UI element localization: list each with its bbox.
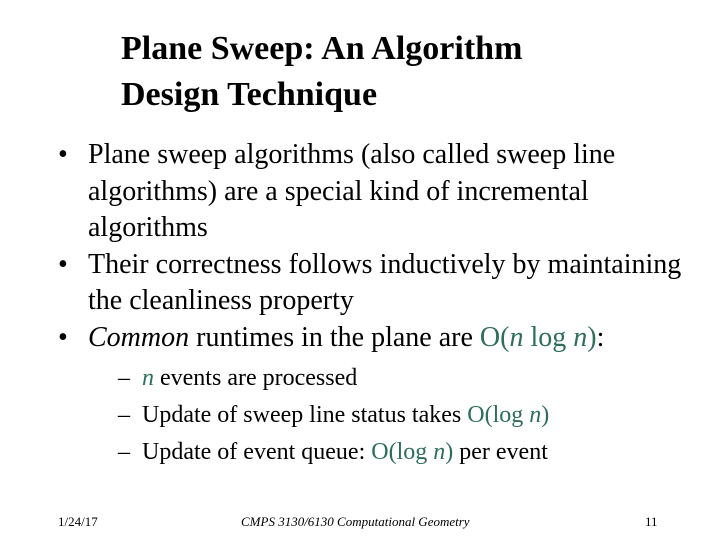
sub-text: Update of sweep line status takes: [142, 402, 468, 428]
bullet-text: [88, 322, 604, 353]
sub-bullet-text: [142, 365, 357, 391]
runtime-text: runtimes in the plane are: [189, 321, 480, 353]
footer-course: CMPS 3130/6130 Computational Geometry: [241, 514, 470, 529]
sub-bullet-item: [118, 434, 708, 471]
sub-formula: [467, 402, 549, 428]
formula-n: n: [509, 321, 524, 353]
sub-formula: [371, 439, 453, 465]
formula-close: ): [445, 439, 454, 465]
bullet-dot: •: [58, 321, 68, 353]
footer-page-number: 11: [645, 514, 658, 529]
sub-bullet-item: [118, 397, 708, 434]
sub-text: events are processed: [154, 365, 358, 391]
bullet-item-runtime: [58, 320, 708, 357]
sub-bullet-text: [142, 402, 549, 428]
formula-log: log: [523, 321, 574, 353]
bullet-item: [58, 247, 708, 320]
sub-bullet-dash: –: [118, 365, 130, 391]
bullet-item: [58, 137, 708, 247]
bullet-list: [58, 137, 708, 471]
footer-date: 1/24/17: [58, 514, 98, 529]
formula-close: ): [541, 402, 550, 428]
sub-bullet-item: [118, 360, 708, 397]
emphasis-common: Common: [88, 321, 190, 353]
title-line-1: Plane Sweep: An Algorithm: [121, 30, 523, 67]
sub-bullet-dash: –: [118, 402, 130, 428]
bullet-text: Their correctness follows inductively by maintaining the cleanliness property: [88, 248, 682, 316]
formula-close: ): [587, 321, 597, 353]
formula-open: O(: [479, 321, 510, 353]
bullet-dot: •: [58, 139, 68, 170]
title-line-2: Design Technique: [121, 76, 378, 113]
runtime-formula: [480, 322, 597, 353]
formula-n: n: [142, 365, 154, 391]
sub-bullet-text: [142, 439, 548, 465]
slide-title: [121, 26, 681, 118]
sub-text: Update of event queue:: [142, 439, 372, 465]
formula-n: n: [529, 402, 542, 428]
bullet-text: Plane sweep algorithms (also called sweep line algorithms) are a special kind of incremental algorithms: [88, 139, 616, 243]
sub-bullet-dash: –: [118, 439, 130, 465]
sub-tail: per event: [453, 439, 548, 465]
sub-bullet-list: [58, 360, 708, 471]
runtime-colon: :: [596, 321, 605, 353]
formula-n: n: [573, 321, 588, 353]
formula-n: n: [433, 439, 446, 465]
formula-open: O(log: [467, 402, 530, 428]
formula-open: O(log: [371, 439, 434, 465]
bullet-dot: •: [58, 248, 68, 280]
